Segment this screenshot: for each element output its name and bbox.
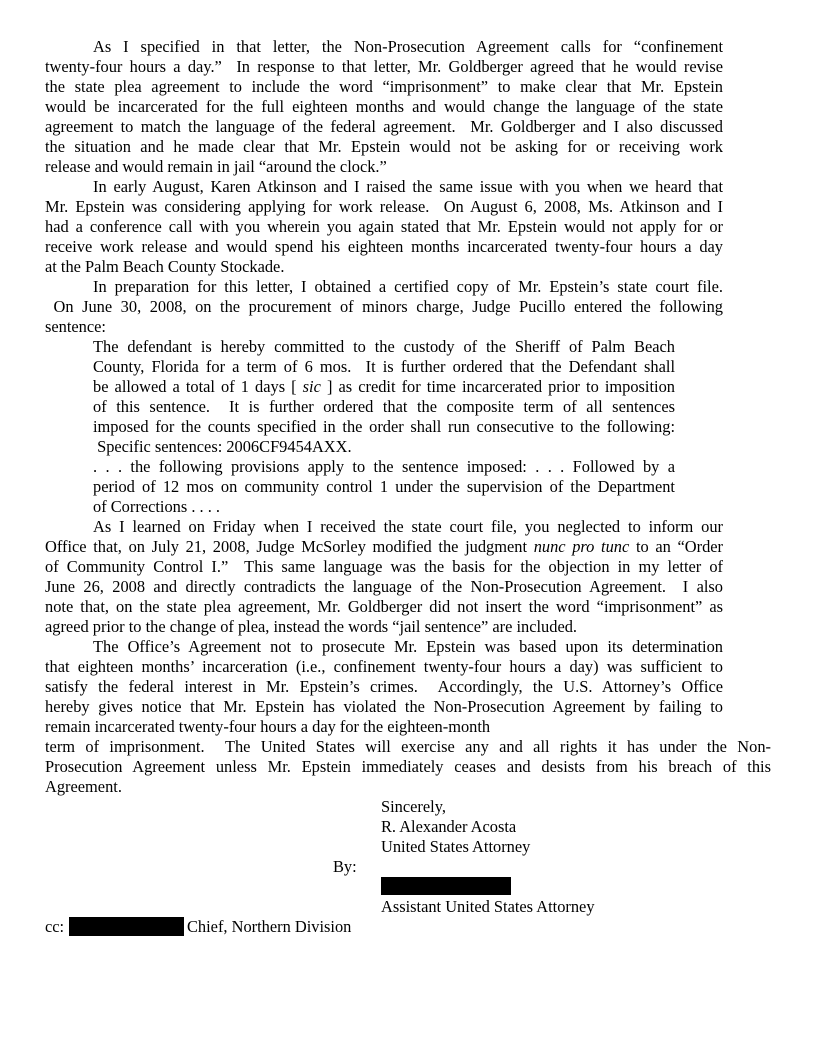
text-line: term of imprisonment. The United States will exercise any and all rights it has under the Non- [45, 737, 771, 756]
nunc-pro-tunc-italic: nunc pro tunc [533, 537, 630, 556]
text-line: that eighteen months’ incarceration (i.e., confinement twenty-four hours a day) was sufficient to [45, 657, 723, 676]
quote-line: of Corrections . . . . [93, 497, 221, 516]
text-line: had a conference call with you wherein you again stated that Mr. Epstein would not apply for or [45, 217, 723, 236]
text-line: the state plea agreement to include the word “imprisonment” to make clear that Mr. Epstein [45, 77, 723, 96]
text-line: the situation and he made clear that Mr. Epstein would not be asking for or receiving work [45, 137, 723, 156]
text-line: The Office’s Agreement not to prosecute Mr. Epstein was based upon its determination [93, 637, 723, 656]
text-line: sentence: [45, 317, 106, 336]
quote-line: imposed for the counts specified in the order shall run consecutive to the following: [93, 417, 675, 436]
sic-italic: sic [302, 377, 321, 396]
signer-title: Assistant United States Attorney [381, 897, 595, 916]
signatory-name: R. Alexander Acosta [381, 817, 517, 836]
text-line: agreed prior to the change of plea, instead the words “jail sentence” are included. [45, 617, 578, 636]
text-line: note that, on the state plea agreement, Mr. Goldberger did not insert the word “imprisonment” as [45, 597, 723, 616]
signatory-title: United States Attorney [381, 837, 531, 856]
quote-line: . . . the following provisions apply to the sentence imposed: . . . Followed by a [93, 457, 675, 476]
quote-line: of this sentence. It is further ordered that the composite term of all sentences [93, 397, 675, 416]
redacted-cc-name [69, 917, 184, 936]
text-line: remain incarcerated twenty-four hours a day for the eighteen-month [45, 717, 491, 736]
text-line: Office that, on July 21, 2008, Judge McSorley modified the judgment nunc pro tunc to an “Order [45, 537, 724, 556]
text-line: would be incarcerated for the full eighteen months and would change the language of the state [45, 97, 723, 116]
text-line: Mr. Epstein was considering applying for work release. On August 6, 2008, Ms. Atkinson and I [45, 197, 723, 216]
cc-title: Chief, Northern Division [187, 917, 352, 936]
quote-line: County, Florida for a term of 6 mos. It is further ordered that the Defendant shall [93, 357, 675, 376]
text-line: twenty-four hours a day.” In response to that letter, Mr. Goldberger agreed that he would revise [45, 57, 723, 76]
quote-line: The defendant is hereby committed to the custody of the Sheriff of Palm Beach [93, 337, 675, 356]
text-line: June 26, 2008 and directly contradicts the language of the Non-Prosecution Agreement. I also [45, 577, 723, 596]
quote-line: Specific sentences: 2006CF9454AXX. [93, 437, 352, 456]
text-line: at the Palm Beach County Stockade. [45, 257, 285, 276]
text-line: Prosecution Agreement unless Mr. Epstein immediately ceases and desists from his breach of this [45, 757, 771, 776]
text-line: satisfy the federal interest in Mr. Epstein’s crimes. Accordingly, the U.S. Attorney’s Office [45, 677, 723, 696]
text-line: agreement to match the language of the federal agreement. Mr. Goldberger and I also discussed [45, 117, 723, 136]
redacted-signer-name [381, 877, 511, 895]
quote-line: be allowed a total of 1 days [ sic ] as credit for time incarcerated prior to imposition [93, 377, 675, 396]
text-line: On June 30, 2008, on the procurement of minors charge, Judge Pucillo entered the following [45, 297, 723, 316]
text-line: receive work release and would spend his eighteen months incarcerated twenty-four hours a day [45, 237, 723, 256]
text-line: Agreement. [45, 777, 122, 796]
text-line: release and would remain in jail “around the clock.” [45, 157, 387, 176]
text-line: As I learned on Friday when I received the state court file, you neglected to inform our [93, 517, 723, 536]
text-line: hereby gives notice that Mr. Epstein has violated the Non-Prosecution Agreement by failing to [45, 697, 723, 716]
text-line: As I specified in that letter, the Non-Prosecution Agreement calls for “confinement [93, 37, 723, 56]
text-line: of Community Control I.” This same language was the basis for the objection in my letter of [45, 557, 723, 576]
quote-line: period of 12 mos on community control 1 under the supervision of the Department [93, 477, 675, 496]
closing: Sincerely, [381, 797, 446, 816]
by-label: By: [333, 857, 357, 876]
cc-label: cc: [45, 917, 65, 936]
text-line: In preparation for this letter, I obtained a certified copy of Mr. Epstein’s state court file. [93, 277, 723, 296]
text-line: In early August, Karen Atkinson and I raised the same issue with you when we heard that [93, 177, 723, 196]
